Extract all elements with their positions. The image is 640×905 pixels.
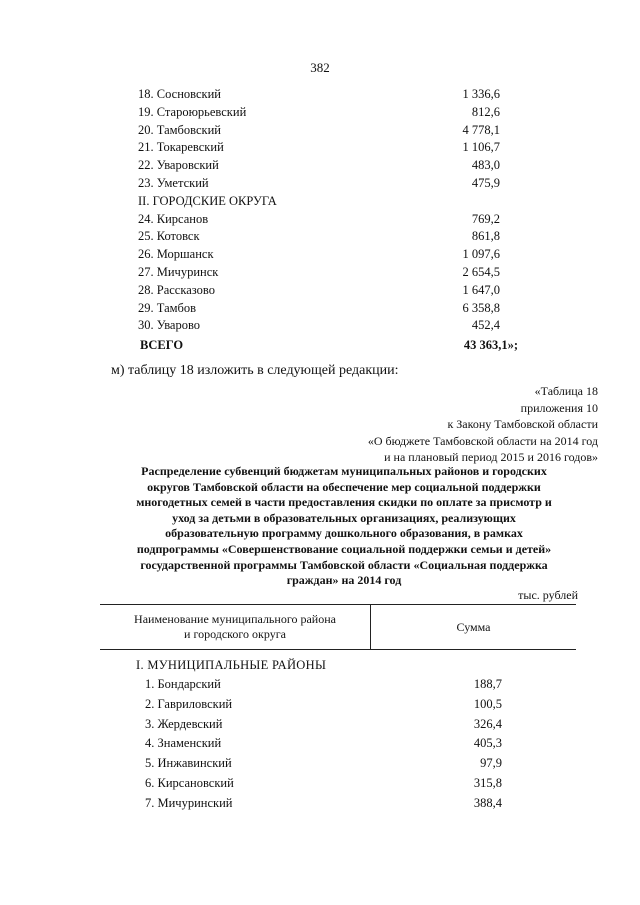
list-item <box>138 86 518 104</box>
item-name: 27. Мичуринск <box>138 264 219 279</box>
table-row <box>136 734 506 754</box>
row-name: 5. Инжавинский <box>145 756 232 771</box>
column-header-name <box>100 605 371 649</box>
item-name: 18. Сосновский <box>138 87 221 101</box>
item-name: 29. Тамбов <box>138 300 197 315</box>
item-value: 1 647,0 <box>462 282 500 297</box>
item-name: 23. Уметский <box>138 175 209 190</box>
row-value: 100,5 <box>473 696 502 711</box>
table-row <box>136 794 506 814</box>
heading-line: «О бюджете Тамбовской области на 2014 год <box>367 433 598 448</box>
column-header-line: и городского округа <box>184 627 286 641</box>
heading-line: «Таблица 18 <box>534 384 598 398</box>
item-name: 25. Котовск <box>138 229 200 244</box>
title-line: граждан» на 2014 год <box>286 573 402 588</box>
list-item <box>138 317 518 335</box>
row-value: 388,4 <box>473 795 502 810</box>
row-name: 4. Знаменский <box>145 736 222 751</box>
table-title <box>92 464 596 589</box>
item-name: 24. Кирсанов <box>138 211 209 226</box>
title-line: образовательную программу дошкольного образования, в рамках <box>165 526 523 541</box>
item-value: 6 358,8 <box>462 300 500 315</box>
item-value: 452,4 <box>471 318 500 333</box>
section-heading: I. МУНИЦИПАЛЬНЫЕ РАЙОНЫ <box>136 658 327 672</box>
item-name: 19. Староюрьевский <box>138 104 247 119</box>
row-value: 315,8 <box>473 775 502 790</box>
section-heading <box>138 193 518 211</box>
row-name: 3. Жердевский <box>145 716 223 731</box>
amendment-instruction: м) таблицу 18 изложить в следующей редакции: <box>111 363 399 378</box>
list-item <box>138 104 518 122</box>
list-item <box>138 122 518 140</box>
row-name: 1. Бондарский <box>145 677 221 691</box>
table-row <box>136 675 506 695</box>
table-header <box>100 604 576 650</box>
item-name: 26. Моршанск <box>138 247 214 262</box>
list-item <box>138 264 518 282</box>
heading-line: к Закону Тамбовской области <box>447 417 598 431</box>
title-line: многодетных семей в части предоставления скидки по оплате за присмотр и <box>136 495 552 510</box>
list-item <box>138 157 518 175</box>
total-label: ВСЕГО <box>140 338 184 353</box>
item-name: 28. Рассказово <box>138 282 215 297</box>
subvention-table-body <box>136 655 506 814</box>
item-value: 1 336,6 <box>462 87 500 101</box>
page-number: 382 <box>310 60 330 75</box>
column-header-line: Наименование муниципального района <box>134 612 336 626</box>
table-reference-heading <box>368 383 598 466</box>
title-line: уход за детьми в образовательных организациях, реализующих <box>172 510 516 525</box>
item-value: 483,0 <box>471 158 500 173</box>
item-value: 861,8 <box>471 229 500 244</box>
section-title: II. ГОРОДСКИЕ ОКРУГА <box>138 193 277 208</box>
list-item <box>138 246 518 264</box>
item-value: 812,6 <box>471 104 500 119</box>
item-value: 1 097,6 <box>462 247 500 262</box>
item-name: 30. Уварово <box>138 318 201 333</box>
list-item <box>138 228 518 246</box>
list-item <box>138 175 518 193</box>
title-line: Распределение субвенций бюджетам муниципальных районов и городских <box>141 464 547 478</box>
column-header-sum: Сумма <box>456 619 491 634</box>
item-value: 769,2 <box>471 211 500 226</box>
list-item <box>138 139 518 157</box>
continued-district-list <box>138 86 518 355</box>
item-name: 21. Токаревский <box>138 140 224 155</box>
row-value: 188,7 <box>473 677 502 691</box>
total-row <box>138 337 518 355</box>
title-line: государственной программы Тамбовской области «Социальная поддержка <box>140 557 548 572</box>
item-name: 22. Уваровский <box>138 158 219 173</box>
row-name: 6. Кирсановский <box>145 775 234 790</box>
total-value: 43 363,1»; <box>463 338 518 353</box>
title-line: подпрограммы «Совершенствование социальной поддержки семьи и детей» <box>136 541 552 556</box>
table-row <box>136 774 506 794</box>
item-value: 475,9 <box>471 175 500 190</box>
row-value: 405,3 <box>473 736 502 751</box>
item-name: 20. Тамбовский <box>138 122 221 137</box>
table-row <box>136 754 506 774</box>
table-row <box>136 695 506 715</box>
list-item <box>138 282 518 300</box>
item-value: 4 778,1 <box>462 122 500 137</box>
item-value: 1 106,7 <box>462 140 500 155</box>
row-value: 326,4 <box>473 716 502 731</box>
list-item <box>138 300 518 318</box>
list-item <box>138 211 518 229</box>
table-row <box>136 715 506 735</box>
title-line: округов Тамбовской области на обеспечение мер социальной поддержки <box>147 479 541 494</box>
heading-line: и на плановый период 2015 и 2016 годов» <box>384 450 598 464</box>
row-name: 7. Мичуринский <box>145 795 233 810</box>
item-value: 2 654,5 <box>462 264 500 279</box>
heading-line: приложения 10 <box>520 400 598 415</box>
row-name: 2. Гавриловский <box>145 696 233 711</box>
units-label: тыс. рублей <box>518 588 578 602</box>
row-value: 97,9 <box>480 756 502 771</box>
